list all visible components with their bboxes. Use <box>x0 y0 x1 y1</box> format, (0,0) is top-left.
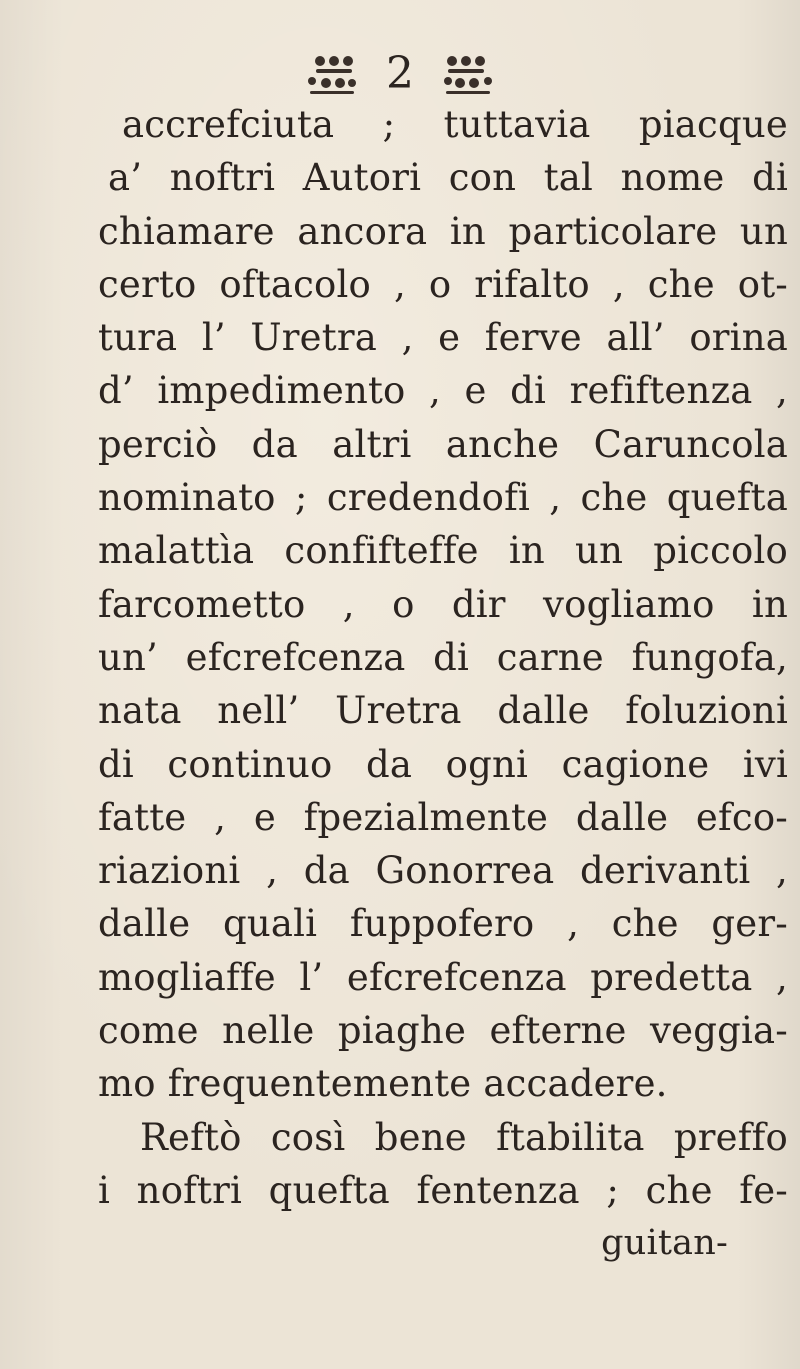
text-line: certo oftacolo , o rifalto , che ot- <box>98 262 788 306</box>
text-line: tura l’ Uretra , e ferve all’ orina <box>98 316 788 360</box>
right-ornament-icon <box>430 49 510 99</box>
text-line: malattìa confifteffe in un piccolo <box>98 529 788 573</box>
text-line: Reftò così bene ftabilita preffo <box>140 1115 788 1159</box>
text-line: d’ impedimento , e di refiftenza , <box>98 369 788 413</box>
text-line: riazioni , da Gonorrea derivanti , <box>98 849 788 893</box>
left-ornament-icon <box>290 49 370 99</box>
text-line: come nelle piaghe efterne veggia- <box>98 1009 788 1053</box>
catchword: guitan- <box>601 1223 728 1264</box>
text-line: nata nell’ Uretra dalle foluzioni <box>98 689 788 733</box>
text-line: un’ efcrefcenza di carne fungofa, <box>98 635 788 679</box>
text-line: a’ noftri Autori con tal nome di <box>108 156 788 200</box>
text-line: fatte , e fpezialmente dalle efco- <box>98 795 788 839</box>
text-line: perciò da altri anche Caruncola <box>98 422 788 466</box>
page-number: 2 <box>386 48 414 99</box>
text-line: chiamare ancora in particolare un <box>98 209 788 253</box>
text-line: i noftri quefta fentenza ; che fe- <box>98 1168 788 1212</box>
text-line: di continuo da ogni cagione ivi <box>98 742 788 786</box>
text-line: farcometto , o dir vogliamo in <box>98 582 788 626</box>
text-line: mo frequentemente accadere. <box>98 1062 668 1106</box>
text-line: mogliaffe l’ efcrefcenza predetta , <box>98 955 788 999</box>
text-line: accrefciuta ; tuttavia piacque <box>122 103 788 146</box>
text-line: nominato ; credendofi , che quefta <box>98 476 788 520</box>
text-line: dalle quali fuppofero , che ger- <box>98 902 788 946</box>
body-text <box>98 98 788 1271</box>
page-header <box>0 44 800 104</box>
